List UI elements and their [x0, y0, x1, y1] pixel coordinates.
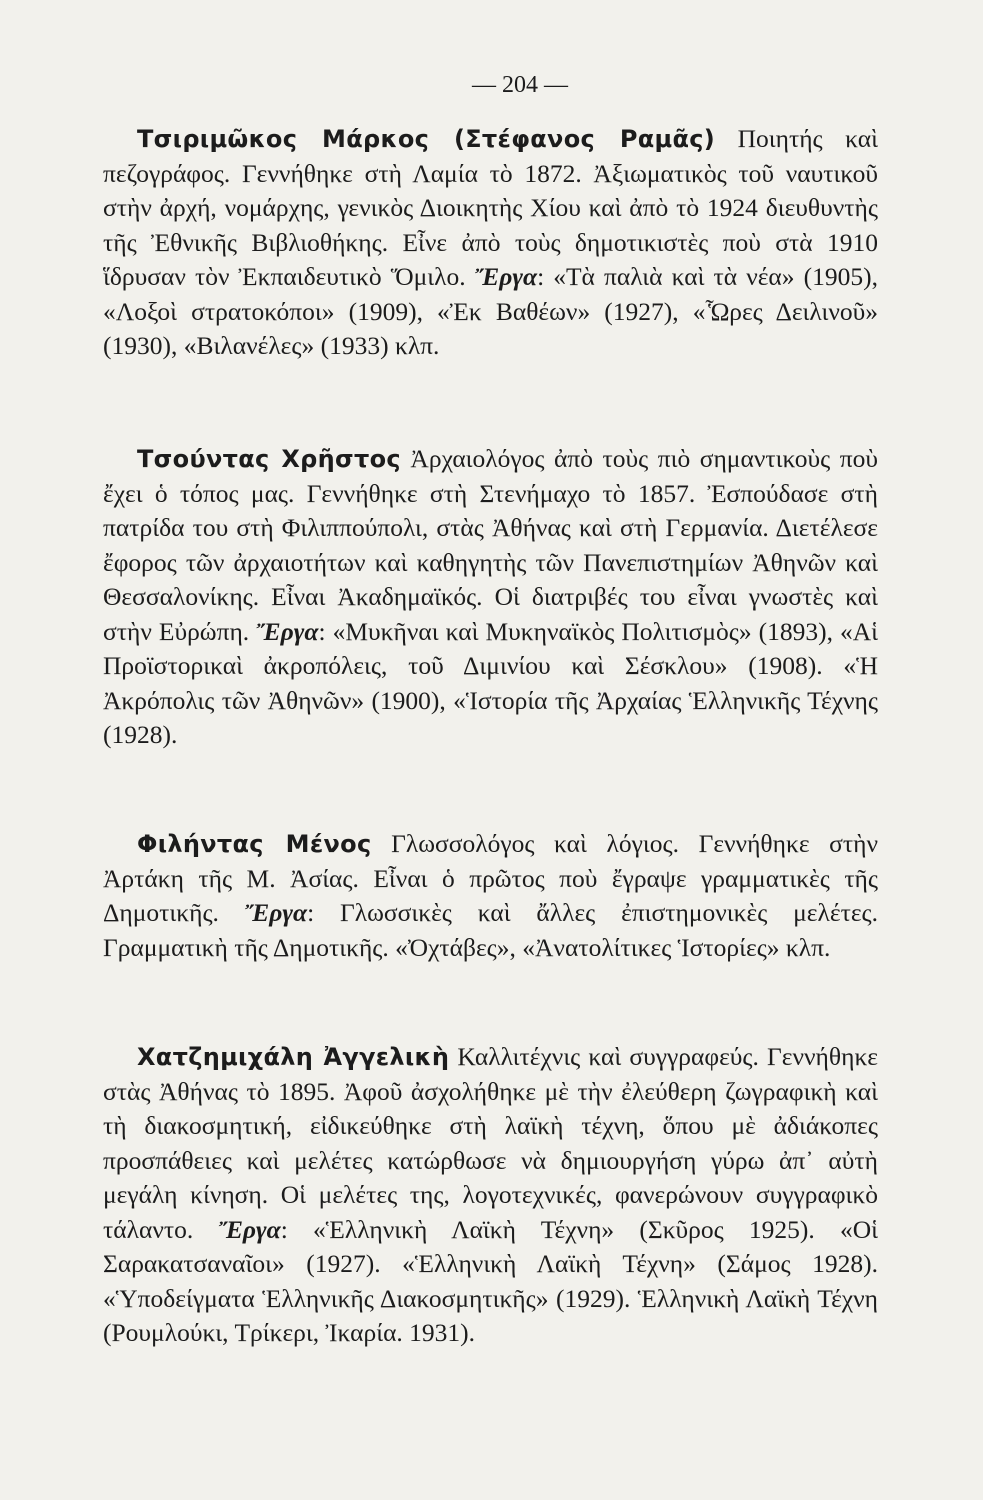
works-list: : «Τὰ παλιὰ καὶ τὰ νέα» (1905), «Λοξοὶ στρατοκόποι» (1909), «Ἐκ Βαθέων» (1927), «Ὧρες Δειλινοῦ» (1930), «Βιλανέλες» (1933) κλπ.: [103, 262, 878, 360]
entry-paragraph: [103, 827, 878, 965]
entry-tsountas: [103, 442, 878, 753]
works-list: : Γλωσσικὲς καὶ ἄλλες ἐπιστημονικὲς μελέτες. Γραμματικὴ τῆς Δημοτικῆς. «Ὀχτάβες», «Ἀνατολίτικες Ἱστορίες» κλπ.: [103, 898, 879, 962]
entry-name: Φιλήντας Μένος: [137, 830, 372, 858]
works-label: Ἔργα: [474, 262, 538, 291]
entry-paragraph: [103, 1040, 878, 1351]
entry-name: Τσούντας Χρῆστος: [137, 445, 401, 473]
entry-paragraph: [103, 122, 878, 364]
works-list: : «Ἑλληνικὴ Λαϊκὴ Τέχνη» (Σκῦρος 1925). «Οἱ Σαρακατσαναῖοι» (1927). «Ἑλληνικὴ Λαϊκὴ Τέχνη» (Σάμος 1928). «Ὑποδείγματα Ἑλληνικῆς Διακοσμητικῆς» (1929). Ἑλληνικὴ Λαϊκὴ Τέχνη (Ρουμλούκι, Τρίκερι, Ἰκαρία. 1931).: [103, 1214, 879, 1347]
entry-name: Χατζημιχάλη Ἀγγελικὴ: [137, 1043, 450, 1071]
entry-filintas: [103, 827, 878, 965]
entry-bio: Γλωσσολόγος καὶ λόγιος. Γεννήθηκε στὴν Ἀρτάκη τῆς Μ. Ἀσίας. Εἶναι ὁ πρῶτος ποὺ ἔγραψε γραμματικὲς τῆς Δημοτικῆς.: [103, 829, 878, 927]
works-list: : «Μυκῆναι καὶ Μυκηναϊκὸς Πολιτισμὸς» (1893), «Αἱ Προϊστορικαὶ ἀκροπόλεις, τοῦ Διμινίου καὶ Σέσκλου» (1908). «Ἡ Ἀκρόπολις τῶν Ἀθηνῶν» (1900), «Ἱστορία τῆς Ἀρχαίας Ἑλληνικῆς Τέχνης (1928).: [103, 616, 878, 749]
entry-paragraph: [103, 442, 878, 753]
page-number: — 204 —: [472, 72, 568, 98]
entry-bio: Καλλιτέχνις καὶ συγγραφεύς. Γεννήθηκε στὰς Ἀθήνας τὸ 1895. Ἀφοῦ ἀσχολήθηκε μὲ τὴν ἐλεύθερη ζωγραφικὴ καὶ τὴ διακοσμητική, εἰδικεύθηκε στὴ λαϊκὴ τέχνη, ὅπου μὲ ἀδιάκοπες προσπάθειες καὶ μελέτες κατώρθωσε νὰ δημιουργήση γύρω ἀπ᾽ αὐτὴ μεγάλη κίνηση. Οἱ μελέτες της, λογοτεχνικές, φανερώνουν συγγραφικὸ τάλαντο.: [103, 1042, 878, 1244]
entry-bio: Ποιητής καὶ πεζογράφος. Γεννήθηκε στὴ Λαμία τὸ 1872. Ἀξιωματικὸς τοῦ ναυτικοῦ στὴν ἀρχή, νομάρχης, γενικὸς Διοικητὴς Χίου καὶ ἀπὸ τὸ 1924 διευθυντὴς τῆς Ἐθνικῆς Βιβλιοθήκης. Εἶνε ἀπὸ τοὺς δημοτικιστὲς ποὺ στὰ 1910 ἵδρυσαν τὸν Ἐκπαιδευτικὸ Ὅμιλο.: [103, 124, 879, 291]
entry-tsirimokos: [103, 122, 878, 364]
entry-bio: Ἀρχαιολόγος ἀπὸ τοὺς πιὸ σημαντικοὺς ποὺ ἔχει ὁ τόπος μας. Γεννήθηκε στὴ Στενήμαχο τὸ 1857. Ἐσπούδασε στὴ πατρίδα του στὴ Φιλιππούπολι, στὰς Ἀθήνας καὶ στὴ Γερμανία. Διετέλεσε ἔφορος τῶν ἀρχαιοτήτων καὶ καθηγητὴς τῶν Πανεπιστημίων Ἀθηνῶν καὶ Θεσσαλονίκης. Εἶναι Ἀκαδημαϊκός. Οἱ διατριβές του εἶναι γνωστὲς καὶ στὴν Εὐρώπη.: [103, 444, 878, 646]
works-label: Ἔργα: [244, 898, 308, 927]
works-label: Ἔργα: [218, 1214, 281, 1244]
entry-name: Τσιριμῶκος Μάρκος (Στέφανος Ραμᾶς): [137, 125, 716, 153]
works-label: Ἔργα: [256, 616, 319, 646]
entry-chatzimichali: [103, 1040, 878, 1351]
